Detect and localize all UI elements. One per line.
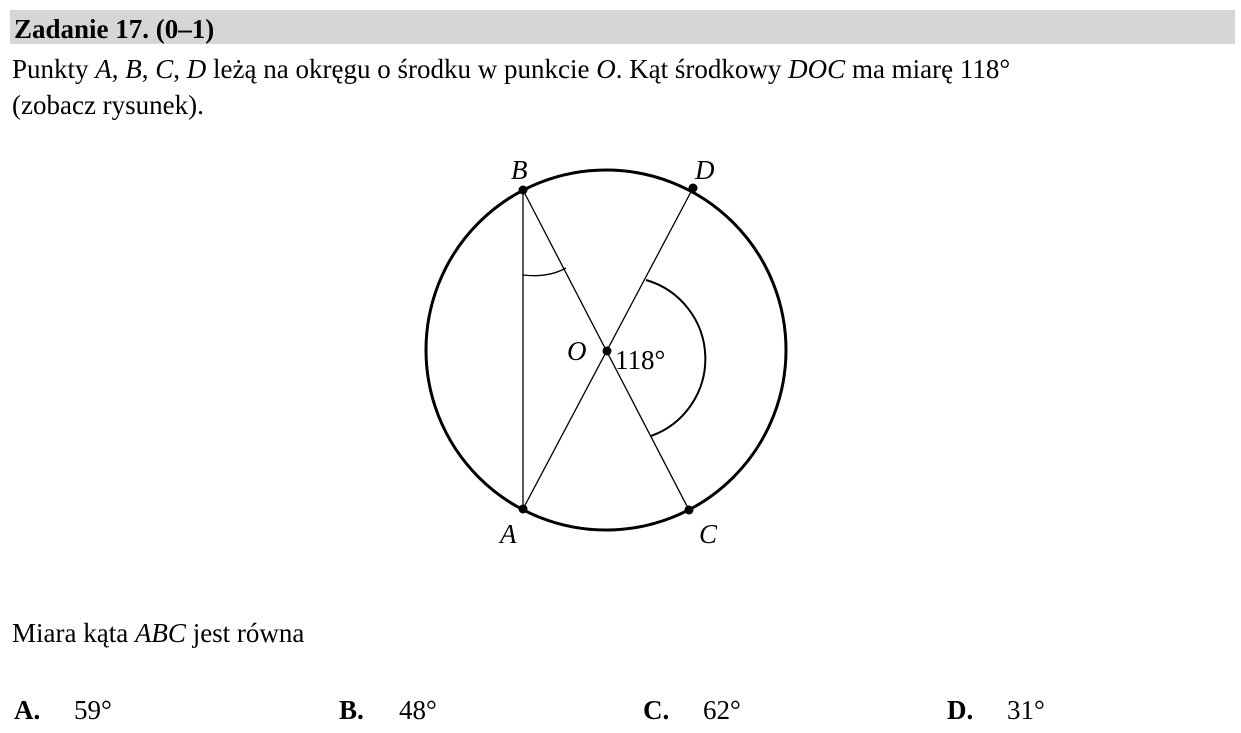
prompt-point-b: B: [125, 54, 142, 84]
question-text: jest równa: [185, 618, 305, 648]
label-o: O: [567, 336, 587, 366]
label-c: C: [699, 519, 718, 549]
answer-option-a[interactable]: [14, 693, 112, 727]
prompt-point-d: D: [186, 54, 207, 84]
point-c-dot: [685, 506, 694, 515]
prompt-point-c: C: [155, 54, 174, 84]
answer-option-b[interactable]: [339, 693, 437, 727]
prompt-separator: ,: [111, 54, 126, 84]
prompt-separator: ,: [141, 54, 156, 84]
prompt-point-o: O: [596, 54, 616, 84]
prompt-angle-doc: DOC: [788, 54, 846, 84]
point-o-dot: [603, 347, 612, 356]
angle-b-arc: [523, 268, 566, 276]
point-b-dot: [519, 186, 528, 195]
prompt-text: (zobacz rysunek).: [12, 90, 204, 120]
prompt-text: leżą na okręgu o środku w punkcie: [206, 54, 597, 84]
answer-letter: D.: [947, 695, 974, 725]
answer-letter: A.: [14, 695, 41, 725]
answer-option-d[interactable]: [947, 693, 1045, 727]
label-a: A: [500, 519, 517, 549]
prompt-text: ma miarę 118°: [845, 54, 1011, 84]
prompt-text: Punkty: [12, 54, 96, 84]
prompt-text: . Kąt środkowy: [615, 54, 789, 84]
point-a-dot: [519, 505, 528, 514]
answer-value: 48°: [399, 695, 437, 725]
question: [12, 616, 304, 650]
label-b: B: [511, 155, 528, 185]
answer-value: 31°: [1007, 695, 1045, 725]
question-angle-abc: ABC: [134, 618, 186, 648]
label-d: D: [695, 155, 715, 185]
answer-option-c[interactable]: [643, 693, 741, 727]
answer-value: 59°: [74, 695, 112, 725]
question-text: Miara kąta: [12, 618, 135, 648]
answer-letter: B.: [339, 695, 364, 725]
task-title: Zadanie 17. (0–1): [14, 14, 215, 44]
angle-doc-label: 118°: [615, 345, 666, 375]
answer-letter: C.: [643, 695, 670, 725]
answer-value: 62°: [703, 695, 741, 725]
prompt-separator: ,: [173, 54, 187, 84]
prompt-point-a: A: [95, 54, 112, 84]
